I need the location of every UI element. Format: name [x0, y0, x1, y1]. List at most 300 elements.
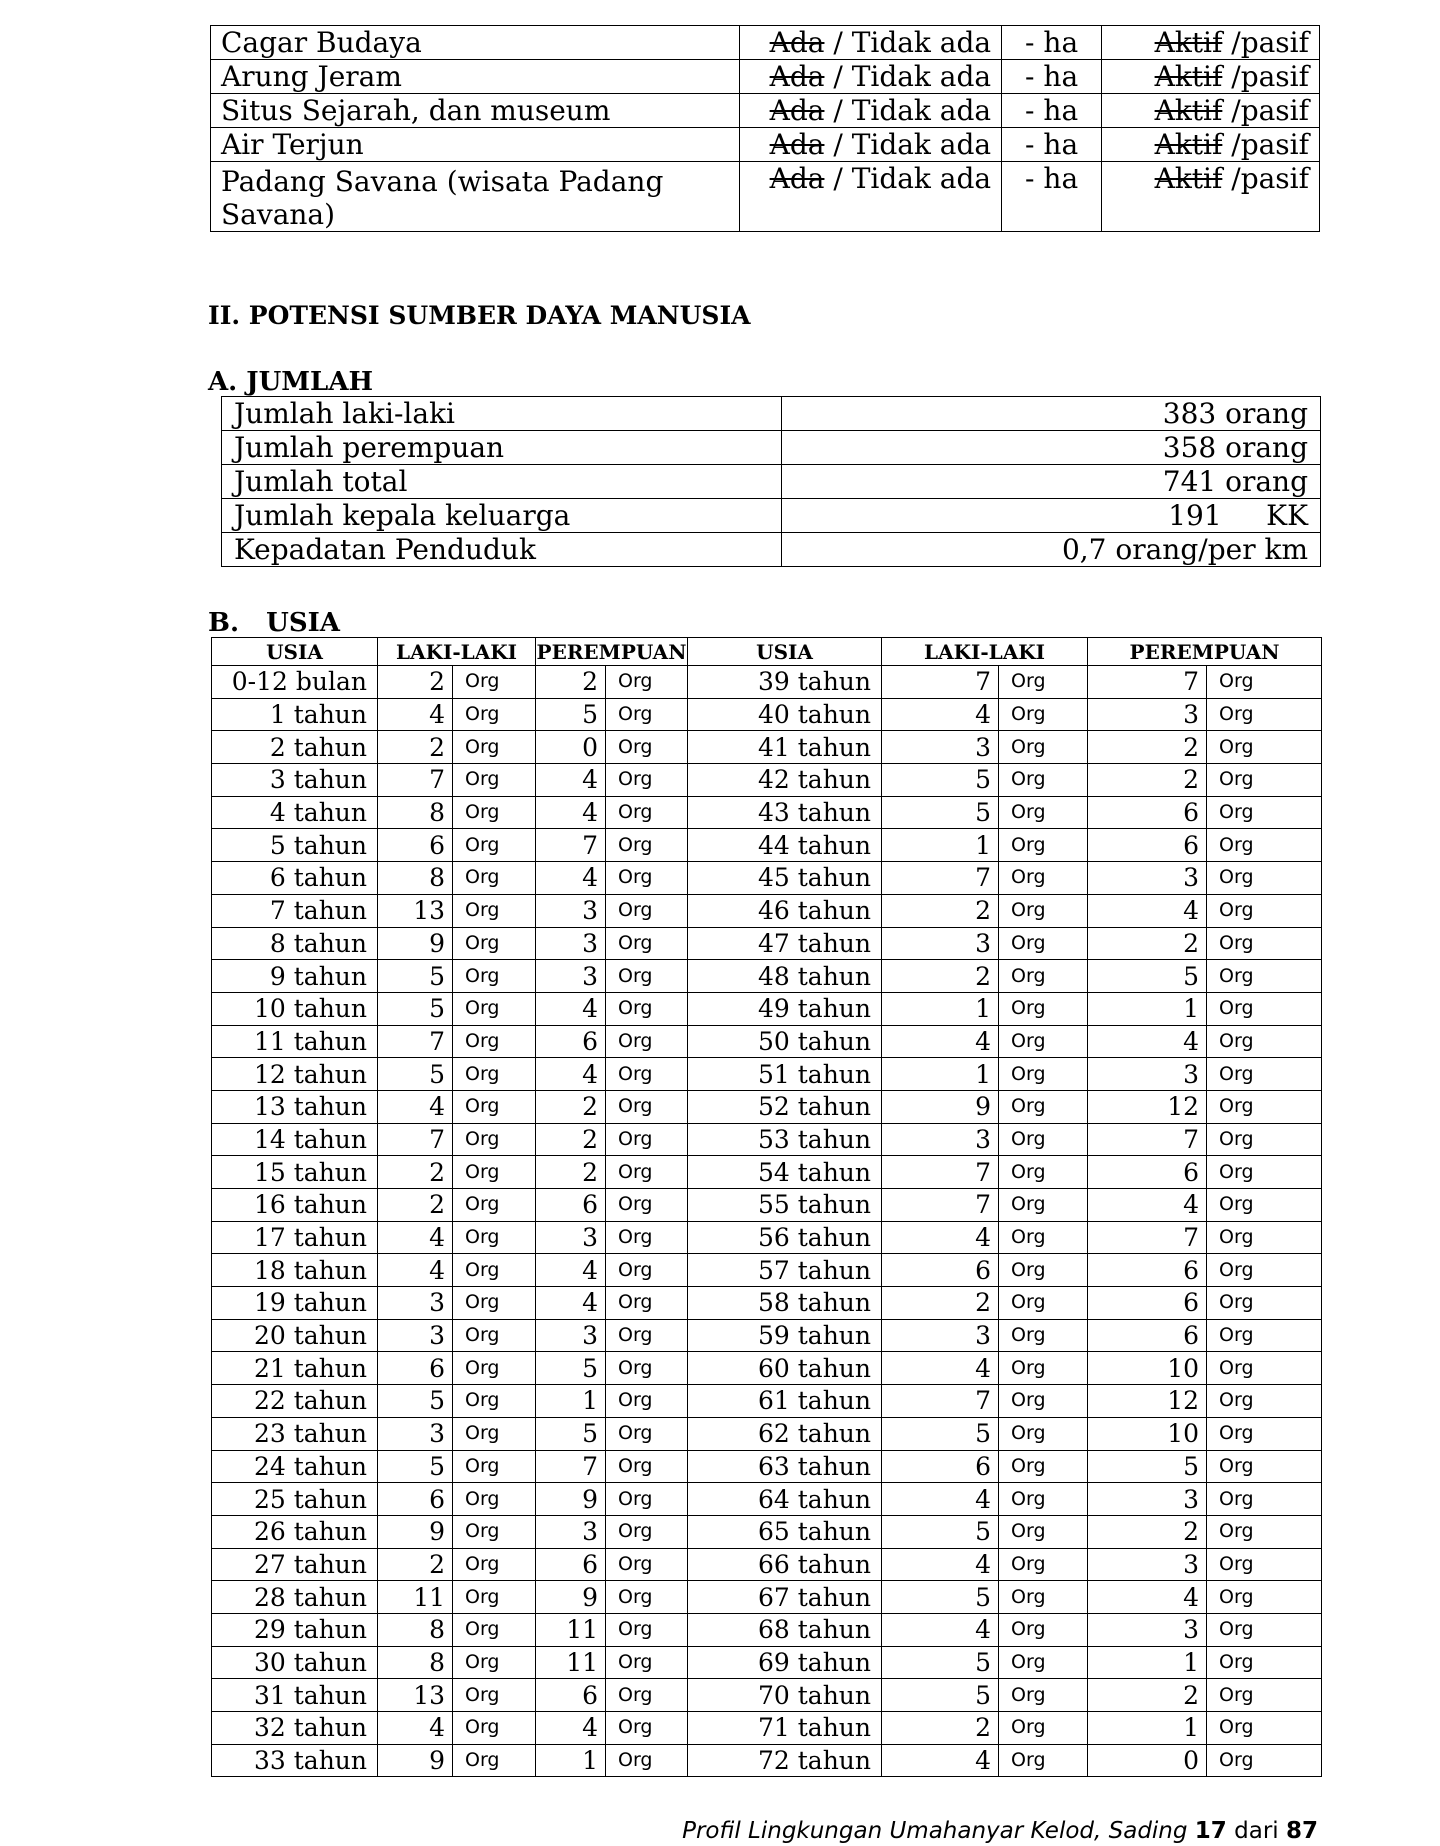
unit-label: Org	[999, 1744, 1088, 1777]
attraction-name: Padang Savana (wisata Padang Savana)	[211, 162, 740, 232]
male-count-right: 5	[882, 1679, 999, 1712]
attraction-row	[211, 60, 1320, 94]
female-count-right: 1	[1088, 992, 1207, 1025]
unit-label: Org	[999, 1417, 1088, 1450]
unit-label: Org	[606, 796, 688, 829]
age-right: 48 tahun	[688, 960, 882, 993]
usia-row	[212, 829, 1322, 862]
female-count-left: 3	[536, 1221, 606, 1254]
unit-label: Org	[999, 1385, 1088, 1418]
female-count-right: 5	[1088, 960, 1207, 993]
female-count-right: 10	[1088, 1352, 1207, 1385]
area-value: - ha	[1002, 60, 1102, 94]
unit-label: Org	[453, 1352, 536, 1385]
unit-label: Org	[606, 1417, 688, 1450]
male-count-left: 6	[378, 1483, 453, 1516]
age-left: 11 tahun	[212, 1025, 378, 1058]
female-count-right: 4	[1088, 1025, 1207, 1058]
female-count-right: 6	[1088, 829, 1207, 862]
female-count-left: 5	[536, 1352, 606, 1385]
status-cell	[1102, 162, 1320, 232]
usia-row	[212, 1352, 1322, 1385]
male-count-left: 4	[378, 1221, 453, 1254]
usia-row	[212, 731, 1322, 764]
unit-label: Org	[606, 764, 688, 797]
footer-total-pages: 87	[1285, 1818, 1318, 1844]
unit-label: Org	[453, 1483, 536, 1516]
unit-label: Org	[1207, 1581, 1322, 1614]
male-count-right: 7	[882, 666, 999, 699]
unit-label: Org	[999, 829, 1088, 862]
unit-label: Org	[1207, 1744, 1322, 1777]
status-aktif: Aktif	[1154, 127, 1223, 161]
unit-label: Org	[1207, 894, 1322, 927]
age-right: 72 tahun	[688, 1744, 882, 1777]
status-pasif: /pasif	[1222, 93, 1309, 127]
unit-label: Org	[1207, 764, 1322, 797]
unit-label: Org	[1207, 1254, 1322, 1287]
unit-label: Org	[999, 1287, 1088, 1320]
unit-label: Org	[606, 1548, 688, 1581]
female-count-right: 2	[1088, 764, 1207, 797]
unit-label: Org	[999, 1450, 1088, 1483]
male-count-right: 3	[882, 1123, 999, 1156]
female-count-left: 3	[536, 894, 606, 927]
unit-label: Org	[999, 894, 1088, 927]
female-count-left: 4	[536, 796, 606, 829]
female-count-right: 4	[1088, 1581, 1207, 1614]
usia-row	[212, 1450, 1322, 1483]
male-count-left: 13	[378, 1679, 453, 1712]
female-count-left: 4	[536, 862, 606, 895]
female-count-left: 4	[536, 1254, 606, 1287]
jumlah-label: Kepadatan Penduduk	[222, 533, 782, 567]
age-left: 33 tahun	[212, 1744, 378, 1777]
jumlah-row	[222, 499, 1321, 533]
unit-label: Org	[1207, 1450, 1322, 1483]
age-left: 16 tahun	[212, 1189, 378, 1222]
unit-label: Org	[999, 1058, 1088, 1091]
female-count-right: 6	[1088, 1319, 1207, 1352]
unit-label: Org	[453, 1548, 536, 1581]
male-count-right: 4	[882, 698, 999, 731]
age-right: 59 tahun	[688, 1319, 882, 1352]
unit-label: Org	[606, 894, 688, 927]
unit-label: Org	[1207, 1221, 1322, 1254]
jumlah-value: 741 orang	[781, 465, 1320, 499]
age-left: 21 tahun	[212, 1352, 378, 1385]
female-count-left: 9	[536, 1581, 606, 1614]
availability-ada: Ada	[769, 59, 825, 93]
unit-label: Org	[1207, 1058, 1322, 1091]
availability-cell	[740, 26, 1002, 60]
unit-label: Org	[999, 992, 1088, 1025]
unit-label: Org	[1207, 1646, 1322, 1679]
age-right: 49 tahun	[688, 992, 882, 1025]
female-count-right: 2	[1088, 1679, 1207, 1712]
male-count-right: 4	[882, 1548, 999, 1581]
jumlah-value: 358 orang	[781, 431, 1320, 465]
age-right: 71 tahun	[688, 1712, 882, 1745]
male-count-left: 8	[378, 1613, 453, 1646]
male-count-right: 3	[882, 1319, 999, 1352]
unit-label: Org	[606, 862, 688, 895]
unit-label: Org	[999, 698, 1088, 731]
age-left: 13 tahun	[212, 1090, 378, 1123]
usia-row	[212, 992, 1322, 1025]
female-count-right: 12	[1088, 1385, 1207, 1418]
female-count-left: 6	[536, 1679, 606, 1712]
unit-label: Org	[1207, 1352, 1322, 1385]
male-count-right: 2	[882, 894, 999, 927]
male-count-left: 9	[378, 1744, 453, 1777]
age-left: 8 tahun	[212, 927, 378, 960]
footer-page-number: 17	[1194, 1818, 1227, 1844]
unit-label: Org	[453, 1058, 536, 1091]
age-left: 27 tahun	[212, 1548, 378, 1581]
status-pasif: /pasif	[1222, 59, 1309, 93]
unit-label: Org	[606, 1156, 688, 1189]
unit-label: Org	[1207, 1515, 1322, 1548]
male-count-left: 9	[378, 927, 453, 960]
usia-row	[212, 927, 1322, 960]
male-count-left: 5	[378, 1450, 453, 1483]
unit-label: Org	[453, 1319, 536, 1352]
availability-tidak-ada: Tidak ada	[851, 25, 992, 59]
availability-cell	[740, 60, 1002, 94]
availability-cell	[740, 128, 1002, 162]
female-count-left: 7	[536, 829, 606, 862]
unit-label: Org	[606, 1515, 688, 1548]
unit-label: Org	[999, 1679, 1088, 1712]
unit-label: Org	[453, 1090, 536, 1123]
age-left: 10 tahun	[212, 992, 378, 1025]
female-count-right: 1	[1088, 1712, 1207, 1745]
unit-label: Org	[1207, 1548, 1322, 1581]
female-count-left: 6	[536, 1025, 606, 1058]
age-left: 15 tahun	[212, 1156, 378, 1189]
status-pasif: /pasif	[1222, 162, 1309, 196]
usia-row	[212, 894, 1322, 927]
unit-label: Org	[606, 1613, 688, 1646]
male-count-right: 5	[882, 1515, 999, 1548]
unit-label: Org	[1207, 927, 1322, 960]
male-count-right: 7	[882, 862, 999, 895]
unit-label: Org	[999, 666, 1088, 699]
age-right: 40 tahun	[688, 698, 882, 731]
footer-title: Profil Lingkungan Umahanyar Kelod, Sading	[682, 1818, 1188, 1844]
page-footer	[682, 1818, 1318, 1844]
unit-label: Org	[453, 1385, 536, 1418]
attraction-row	[211, 162, 1320, 232]
unit-label: Org	[453, 1613, 536, 1646]
age-right: 66 tahun	[688, 1548, 882, 1581]
age-right: 65 tahun	[688, 1515, 882, 1548]
female-count-right: 0	[1088, 1744, 1207, 1777]
unit-label: Org	[453, 1156, 536, 1189]
female-count-left: 4	[536, 1058, 606, 1091]
unit-label: Org	[453, 1417, 536, 1450]
age-right: 57 tahun	[688, 1254, 882, 1287]
usia-row	[212, 1515, 1322, 1548]
female-count-left: 7	[536, 1450, 606, 1483]
unit-label: Org	[999, 1581, 1088, 1614]
unit-label: Org	[1207, 1090, 1322, 1123]
female-count-right: 4	[1088, 894, 1207, 927]
female-count-left: 4	[536, 1287, 606, 1320]
male-count-right: 5	[882, 796, 999, 829]
unit-label: Org	[1207, 1287, 1322, 1320]
unit-label: Org	[453, 731, 536, 764]
male-count-right: 9	[882, 1090, 999, 1123]
age-left: 31 tahun	[212, 1679, 378, 1712]
status-cell	[1102, 128, 1320, 162]
status-pasif: /pasif	[1222, 25, 1309, 59]
usia-row	[212, 796, 1322, 829]
jumlah-table	[221, 396, 1321, 567]
unit-label: Org	[453, 1679, 536, 1712]
female-count-left: 5	[536, 1417, 606, 1450]
male-count-right: 1	[882, 992, 999, 1025]
unit-label: Org	[1207, 829, 1322, 862]
age-right: 44 tahun	[688, 829, 882, 862]
female-count-left: 4	[536, 1712, 606, 1745]
header-perempuan-left: PEREMPUAN	[536, 639, 687, 664]
unit-label: Org	[453, 960, 536, 993]
header-laki-left: LAKI-LAKI	[378, 638, 536, 666]
female-count-right: 3	[1088, 1058, 1207, 1091]
age-right: 41 tahun	[688, 731, 882, 764]
unit-label: Org	[453, 862, 536, 895]
unit-label: Org	[453, 1646, 536, 1679]
unit-label: Org	[1207, 1319, 1322, 1352]
male-count-right: 4	[882, 1483, 999, 1516]
male-count-left: 2	[378, 731, 453, 764]
female-count-right: 4	[1088, 1189, 1207, 1222]
female-count-left: 3	[536, 1319, 606, 1352]
status-cell	[1102, 94, 1320, 128]
male-count-right: 2	[882, 1712, 999, 1745]
jumlah-heading: A. JUMLAH	[208, 367, 374, 397]
age-left: 28 tahun	[212, 1581, 378, 1614]
age-right: 39 tahun	[688, 666, 882, 699]
area-value: - ha	[1002, 128, 1102, 162]
unit-label: Org	[453, 796, 536, 829]
unit-label: Org	[999, 1221, 1088, 1254]
age-right: 51 tahun	[688, 1058, 882, 1091]
male-count-right: 5	[882, 1646, 999, 1679]
usia-row	[212, 1483, 1322, 1516]
age-right: 60 tahun	[688, 1352, 882, 1385]
jumlah-value: 0,7 orang/per km	[781, 533, 1320, 567]
unit-label: Org	[999, 1515, 1088, 1548]
age-right: 61 tahun	[688, 1385, 882, 1418]
male-count-right: 5	[882, 1417, 999, 1450]
male-count-right: 4	[882, 1352, 999, 1385]
availability-ada: Ada	[769, 127, 825, 161]
male-count-right: 6	[882, 1450, 999, 1483]
availability-separator: /	[824, 25, 852, 59]
unit-label: Org	[1207, 731, 1322, 764]
age-right: 43 tahun	[688, 796, 882, 829]
male-count-left: 11	[378, 1581, 453, 1614]
header-usia-left: USIA	[212, 638, 378, 666]
usia-row	[212, 1025, 1322, 1058]
usia-row	[212, 1254, 1322, 1287]
unit-label: Org	[453, 894, 536, 927]
unit-label: Org	[606, 1581, 688, 1614]
usia-row	[212, 1189, 1322, 1222]
availability-separator: /	[824, 93, 852, 127]
area-value: - ha	[1002, 94, 1102, 128]
jumlah-row	[222, 397, 1321, 431]
unit-label: Org	[453, 1515, 536, 1548]
female-count-left: 3	[536, 1515, 606, 1548]
usia-row	[212, 1058, 1322, 1091]
age-left: 29 tahun	[212, 1613, 378, 1646]
unit-label: Org	[1207, 1385, 1322, 1418]
unit-label: Org	[606, 1483, 688, 1516]
header-laki-right: LAKI-LAKI	[882, 638, 1088, 666]
male-count-right: 6	[882, 1254, 999, 1287]
age-right: 63 tahun	[688, 1450, 882, 1483]
female-count-left: 6	[536, 1548, 606, 1581]
status-aktif: Aktif	[1154, 162, 1223, 196]
unit-label: Org	[1207, 666, 1322, 699]
usia-row	[212, 1385, 1322, 1418]
female-count-right: 5	[1088, 1450, 1207, 1483]
availability-tidak-ada: Tidak ada	[851, 59, 992, 93]
female-count-right: 6	[1088, 796, 1207, 829]
usia-row	[212, 666, 1322, 699]
jumlah-label: Jumlah total	[222, 465, 782, 499]
unit-label: Org	[1207, 862, 1322, 895]
unit-label: Org	[453, 1744, 536, 1777]
section-title: II. POTENSI SUMBER DAYA MANUSIA	[208, 301, 751, 330]
unit-label: Org	[453, 1287, 536, 1320]
unit-label: Org	[999, 927, 1088, 960]
male-count-left: 2	[378, 1189, 453, 1222]
unit-label: Org	[999, 1254, 1088, 1287]
age-right: 45 tahun	[688, 862, 882, 895]
unit-label: Org	[1207, 1189, 1322, 1222]
usia-row	[212, 1646, 1322, 1679]
usia-row	[212, 1123, 1322, 1156]
unit-label: Org	[453, 992, 536, 1025]
age-left: 17 tahun	[212, 1221, 378, 1254]
unit-label: Org	[999, 862, 1088, 895]
jumlah-value: 191 KK	[781, 499, 1320, 533]
male-count-left: 8	[378, 1646, 453, 1679]
area-value: - ha	[1002, 162, 1102, 232]
male-count-left: 2	[378, 1548, 453, 1581]
female-count-right: 12	[1088, 1090, 1207, 1123]
unit-label: Org	[1207, 1613, 1322, 1646]
female-count-right: 6	[1088, 1254, 1207, 1287]
female-count-left: 2	[536, 1123, 606, 1156]
male-count-left: 13	[378, 894, 453, 927]
female-count-right: 2	[1088, 731, 1207, 764]
usia-table-body	[212, 666, 1322, 1777]
age-left: 7 tahun	[212, 894, 378, 927]
age-right: 70 tahun	[688, 1679, 882, 1712]
male-count-right: 5	[882, 764, 999, 797]
usia-header-row	[212, 638, 1322, 666]
female-count-left: 11	[536, 1613, 606, 1646]
unit-label: Org	[999, 764, 1088, 797]
unit-label: Org	[606, 1646, 688, 1679]
usia-row	[212, 1712, 1322, 1745]
usia-row	[212, 1319, 1322, 1352]
availability-ada: Ada	[769, 162, 825, 196]
unit-label: Org	[1207, 1417, 1322, 1450]
age-right: 64 tahun	[688, 1483, 882, 1516]
female-count-right: 3	[1088, 1613, 1207, 1646]
unit-label: Org	[453, 1254, 536, 1287]
male-count-right: 7	[882, 1156, 999, 1189]
age-right: 47 tahun	[688, 927, 882, 960]
header-perempuan-right: PEREMPUAN	[1088, 638, 1322, 666]
attraction-row	[211, 26, 1320, 60]
male-count-right: 2	[882, 1287, 999, 1320]
male-count-left: 3	[378, 1319, 453, 1352]
unit-label: Org	[999, 1646, 1088, 1679]
male-count-left: 5	[378, 960, 453, 993]
female-count-right: 7	[1088, 1221, 1207, 1254]
unit-label: Org	[999, 1156, 1088, 1189]
age-right: 46 tahun	[688, 894, 882, 927]
availability-separator: /	[824, 127, 852, 161]
unit-label: Org	[999, 1090, 1088, 1123]
age-left: 32 tahun	[212, 1712, 378, 1745]
unit-label: Org	[606, 1352, 688, 1385]
usia-row	[212, 1613, 1322, 1646]
status-cell	[1102, 26, 1320, 60]
usia-row	[212, 960, 1322, 993]
male-count-left: 3	[378, 1287, 453, 1320]
unit-label: Org	[1207, 1156, 1322, 1189]
unit-label: Org	[606, 960, 688, 993]
availability-separator: /	[824, 59, 852, 93]
female-count-right: 6	[1088, 1156, 1207, 1189]
footer-of: dari	[1234, 1818, 1279, 1844]
unit-label: Org	[999, 1189, 1088, 1222]
availability-cell	[740, 162, 1002, 232]
male-count-left: 9	[378, 1515, 453, 1548]
male-count-right: 2	[882, 960, 999, 993]
male-count-right: 5	[882, 1581, 999, 1614]
status-cell	[1102, 60, 1320, 94]
unit-label: Org	[606, 992, 688, 1025]
jumlah-row	[222, 431, 1321, 465]
usia-row	[212, 862, 1322, 895]
age-left: 18 tahun	[212, 1254, 378, 1287]
jumlah-row	[222, 465, 1321, 499]
age-right: 50 tahun	[688, 1025, 882, 1058]
female-count-left: 4	[536, 764, 606, 797]
jumlah-row	[222, 533, 1321, 567]
unit-label: Org	[606, 731, 688, 764]
attraction-table	[210, 25, 1320, 232]
unit-label: Org	[1207, 796, 1322, 829]
age-right: 52 tahun	[688, 1090, 882, 1123]
unit-label: Org	[606, 1221, 688, 1254]
age-right: 67 tahun	[688, 1581, 882, 1614]
unit-label: Org	[453, 1581, 536, 1614]
male-count-right: 1	[882, 1058, 999, 1091]
female-count-right: 6	[1088, 1287, 1207, 1320]
age-left: 12 tahun	[212, 1058, 378, 1091]
